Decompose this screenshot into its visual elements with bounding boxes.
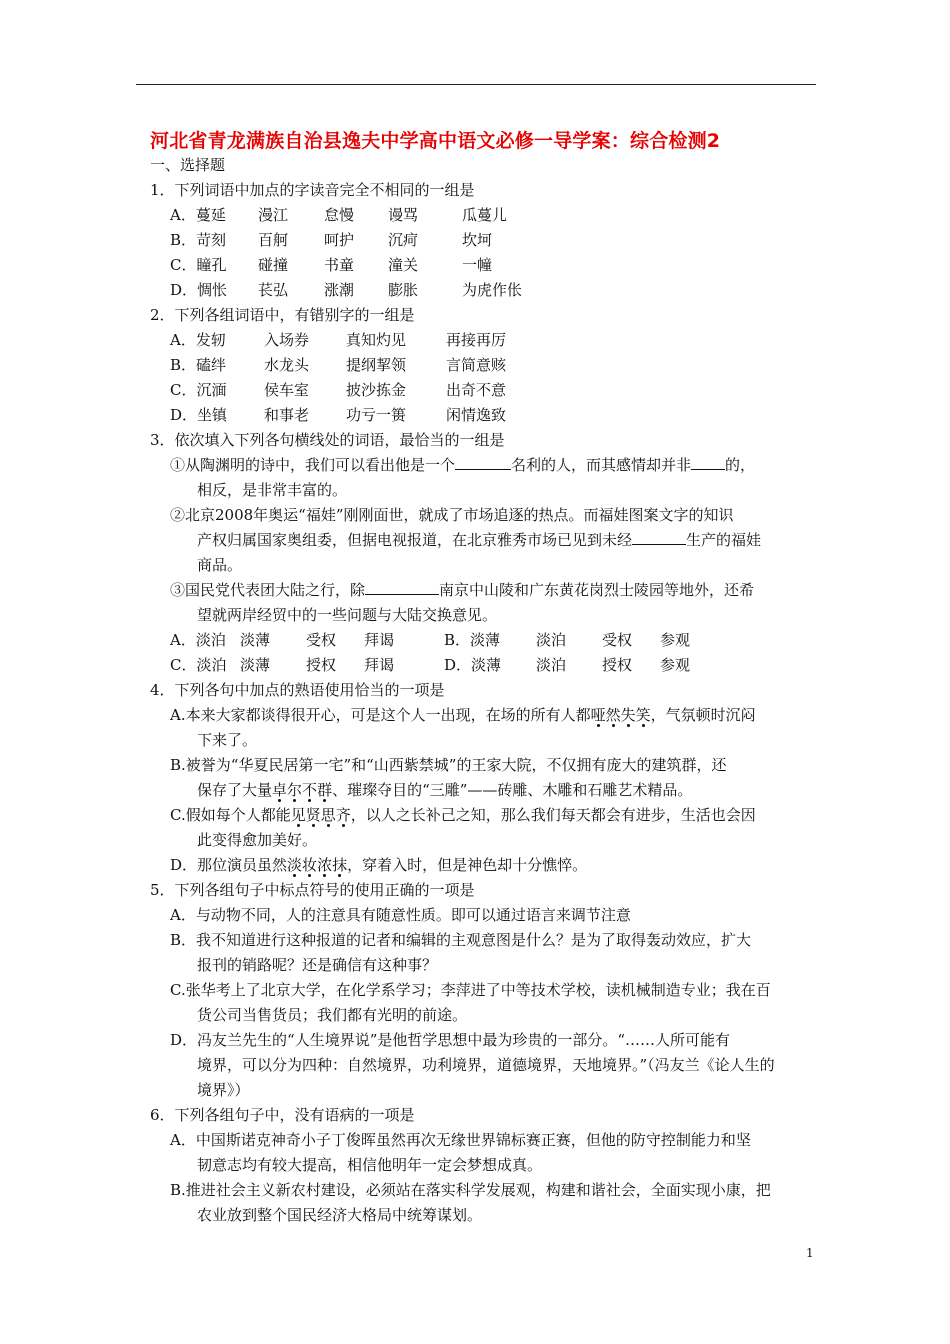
q4-b-text-2: 保存了大量 — [197, 781, 273, 799]
q4-c-text-1: C.假如每个人都能 — [170, 806, 291, 824]
emphasis-dot-char: 见 — [290, 806, 306, 824]
q3-opt-b-1: B．淡薄 — [444, 631, 501, 649]
q3-opt-b-2: 淡泊 — [536, 631, 567, 649]
q3-sentence-1 — [150, 453, 815, 478]
q4-b-dotted-idiom — [272, 781, 332, 799]
q3-blank-3 — [632, 530, 686, 545]
q2-c-w2: 侯车室 — [264, 381, 310, 399]
q2-c-w3: 披沙拣金 — [346, 381, 407, 399]
q3-opt-d-3: 授权 — [602, 656, 633, 674]
q2-a-w4: 再接再厉 — [446, 331, 507, 349]
q3-s1-part-a: ①从陶渊明的诗中，我们可以看出他是一个 — [170, 456, 456, 474]
q1-b-w2: 百舸 — [258, 231, 289, 249]
header-rule — [136, 84, 816, 85]
emphasis-dot-char: 群 — [317, 781, 333, 799]
q4-a-text-1: A.本来大家都谈得很开心，可是这个人一出现，在场的所有人都 — [170, 706, 591, 724]
q3-opt-a-1: A．淡泊 — [170, 631, 226, 649]
q6-option-b: B.推进社会主义新农村建设，必须站在落实科学发展观，构建和谐社会，全面实现小康，把 — [170, 1181, 771, 1199]
q3-opt-c-1: C．淡泊 — [170, 656, 227, 674]
emphasis-dot-char: 卓 — [272, 781, 288, 799]
page-number: 1 — [806, 1246, 814, 1260]
emphasis-dot-char: 贤 — [305, 806, 321, 824]
q4-d-text-1: D．那位演员虽然 — [170, 856, 288, 874]
q3-sentence-2: ②北京2008年奥运“福娃”刚刚面世，就成了市场追逐的热点。而福娃图案文字的知识 — [170, 506, 734, 524]
q1-b-w5: 坎坷 — [462, 231, 493, 249]
q2-d-w3: 功亏一篑 — [346, 406, 407, 424]
q6-a-continued: 韧意志均有较大提高，相信他明年一定会梦想成真。 — [197, 1156, 543, 1174]
q3-options-ab — [150, 628, 815, 653]
q3-s1-continued: 相反，是非常丰富的。 — [197, 481, 348, 499]
q2-c-w4: 出奇不意 — [446, 381, 507, 399]
q2-d-w1: D．坐镇 — [170, 406, 228, 424]
q1-c-w4: 潼关 — [388, 256, 419, 274]
q5-option-b: B．我不知道进行这种报道的记者和编辑的主观意图是什么？是为了取得轰动效应，扩大 — [170, 931, 752, 949]
emphasis-dot-char: 尔 — [287, 781, 303, 799]
q4-option-b: B.被誉为“华夏民居第一宅”和“山西紫禁城”的王家大院，不仅拥有庞大的建筑群，还 — [170, 756, 727, 774]
q5-option-c: C.张华考上了北京大学，在化学系学习；李萍进了中等技术学校，读机械制造专业；我在百 — [170, 981, 771, 999]
q4-c-text-2: ，以人之长补己之知，那么我们每天都会有进步，生活也会因 — [350, 806, 756, 824]
emphasis-dot-char: 淡 — [287, 856, 303, 874]
emphasis-dot-char: 妆 — [302, 856, 318, 874]
q6-b-continued: 农业放到整个国民经济大格局中统筹谋划。 — [197, 1206, 483, 1224]
q2-option-b — [150, 353, 815, 378]
q5-d-continued-1: 境界，可以分为四种：自然境界，功利境界，道德境界，天地境界。”（冯友兰《论人生的 — [197, 1056, 775, 1074]
q3-opt-d-4: 参观 — [660, 656, 691, 674]
q4-a-text-2: ，气氛顿时沉闷 — [650, 706, 756, 724]
q2-d-w4: 闲情逸致 — [446, 406, 507, 424]
q2-c-w1: C．沉湎 — [170, 381, 227, 399]
q3-opt-b-3: 受权 — [602, 631, 633, 649]
q4-b-continued — [150, 778, 815, 803]
emphasis-dot-char: 不 — [302, 781, 318, 799]
q6-stem: 6．下列各组句子中，没有语病的一项是 — [150, 1106, 415, 1124]
q3-opt-d-1: D．淡薄 — [444, 656, 502, 674]
q2-d-w2: 和事老 — [264, 406, 310, 424]
q1-option-a — [150, 203, 815, 228]
q4-a-continued: 下来了。 — [197, 731, 258, 749]
q1-b-w1: B．苛刻 — [170, 231, 227, 249]
q3-s1-part-b: 名利的人，而其感情却并非 — [511, 456, 692, 474]
emphasis-dot-char: 失 — [620, 706, 636, 724]
q4-c-continued: 此变得愈加美好。 — [197, 831, 318, 849]
emphasis-dot-char: 抹 — [332, 856, 348, 874]
q4-stem: 4．下列各句中加点的熟语使用恰当的一项是 — [150, 681, 445, 699]
q2-option-a — [150, 328, 815, 353]
q3-s2-part-b: 产权归属国家奥组委，但据电视报道，在北京雅秀市场已见到未经 — [197, 531, 633, 549]
q1-d-w2: 苌弘 — [258, 281, 289, 299]
q4-d-text-2: ，穿着入时，但是神色却十分憔悴。 — [347, 856, 588, 874]
q5-c-continued: 货公司当售货员；我们都有光明的前途。 — [197, 1006, 468, 1024]
q3-stem: 3．依次填入下列各句横线处的词语，最恰当的一组是 — [150, 431, 505, 449]
q4-option-c — [150, 803, 815, 828]
q1-option-d — [150, 278, 815, 303]
q3-opt-a-4: 拜谒 — [364, 631, 395, 649]
q4-c-dotted-idiom — [291, 806, 351, 824]
q3-s2-part-c: 生产的福娃 — [686, 531, 762, 549]
q1-a-w3: 怠慢 — [324, 206, 355, 224]
q1-b-w3: 呵护 — [324, 231, 355, 249]
exam-content — [150, 153, 815, 1228]
q3-s3-part-b: 南京中山陵和广东黄花岗烈士陵园等地外，还希 — [439, 581, 755, 599]
emphasis-dot-char: 笑 — [635, 706, 651, 724]
q3-blank-1 — [455, 455, 511, 470]
emphasis-dot-char: 思 — [320, 806, 336, 824]
q1-a-w1: A．蔓延 — [170, 206, 226, 224]
q5-b-continued: 报刊的销路呢？还是确信有这种事？ — [197, 956, 438, 974]
q2-b-w2: 水龙头 — [264, 356, 310, 374]
q1-d-w3: 涨潮 — [324, 281, 355, 299]
q3-opt-c-3: 授权 — [306, 656, 337, 674]
q3-s2-line-2 — [150, 528, 815, 553]
q5-d-continued-2: 境界》） — [197, 1081, 250, 1099]
q2-option-c — [150, 378, 815, 403]
emphasis-dot-char: 浓 — [317, 856, 333, 874]
emphasis-dot-char: 然 — [605, 706, 621, 724]
emphasis-dot-char: 哑 — [590, 706, 606, 724]
q1-a-w4: 谩骂 — [388, 206, 419, 224]
q1-b-w4: 沉疴 — [388, 231, 419, 249]
q2-a-w3: 真知灼见 — [346, 331, 407, 349]
q1-a-w5: 瓜蔓儿 — [462, 206, 508, 224]
q4-b-text-3: 、璀璨夺目的“三雕”——砖雕、木雕和石雕艺术精品。 — [332, 781, 693, 799]
q4-option-a — [150, 703, 815, 728]
q1-stem: 1．下列词语中加点的字读音完全不相同的一组是 — [150, 181, 475, 199]
q4-d-dotted-idiom — [287, 856, 347, 874]
q5-option-d: D．冯友兰先生的“人生境界说”是他哲学思想中最为珍贵的一部分。“……人所可能有 — [170, 1031, 731, 1049]
q3-opt-a-3: 受权 — [306, 631, 337, 649]
q3-s3-part-a: ③国民党代表团大陆之行，除 — [170, 581, 366, 599]
q4-a-dotted-idiom — [591, 706, 651, 724]
q3-opt-c-2: 淡薄 — [240, 656, 271, 674]
q5-option-a: A．与动物不同，人的注意具有随意性质。即可以通过语言来调节注意 — [170, 906, 631, 924]
q2-option-d — [150, 403, 815, 428]
q2-b-w4: 言简意赅 — [446, 356, 507, 374]
q2-a-w1: A．发轫 — [170, 331, 226, 349]
q3-s1-part-c: 的， — [725, 456, 756, 474]
q5-stem: 5．下列各组句子中标点符号的使用正确的一项是 — [150, 881, 475, 899]
q3-opt-b-4: 参观 — [660, 631, 691, 649]
q3-s2-line-3: 商品。 — [197, 556, 243, 574]
section-heading: 一、选择题 — [150, 156, 226, 174]
q3-sentence-3 — [150, 578, 815, 603]
q1-c-w3: 书童 — [324, 256, 355, 274]
q1-c-w5: 一幢 — [462, 256, 493, 274]
q2-b-w1: B．磕绊 — [170, 356, 227, 374]
q1-c-w1: C．瞳孔 — [170, 256, 227, 274]
emphasis-dot-char: 齐 — [335, 806, 351, 824]
q3-opt-c-4: 拜谒 — [364, 656, 395, 674]
q3-blank-2 — [691, 455, 725, 470]
q1-d-w1: D．惆怅 — [170, 281, 228, 299]
q1-option-b — [150, 228, 815, 253]
q3-blank-4 — [365, 580, 439, 595]
q2-stem: 2．下列各组词语中，有错别字的一组是 — [150, 306, 415, 324]
document-title: 河北省青龙满族自治县逸夫中学高中语文必修一导学案：综合检测2 — [150, 130, 721, 152]
q2-b-w3: 提纲挈领 — [346, 356, 407, 374]
q3-opt-a-2: 淡薄 — [240, 631, 271, 649]
q1-c-w2: 碰撞 — [258, 256, 289, 274]
q4-option-d — [150, 853, 815, 878]
q3-s3-line-2: 望就两岸经贸中的一些问题与大陆交换意见。 — [197, 606, 498, 624]
q1-d-w4: 膨胀 — [388, 281, 419, 299]
q1-a-w2: 漫江 — [258, 206, 289, 224]
q6-option-a: A．中国斯诺克神奇小子丁俊晖虽然再次无缘世界锦标赛正赛，但他的防守控制能力和坚 — [170, 1131, 751, 1149]
q1-option-c — [150, 253, 815, 278]
q3-options-cd — [150, 653, 815, 678]
q3-opt-d-2: 淡泊 — [536, 656, 567, 674]
q2-a-w2: 入场券 — [264, 331, 310, 349]
q1-d-w5: 为虎作伥 — [462, 281, 523, 299]
